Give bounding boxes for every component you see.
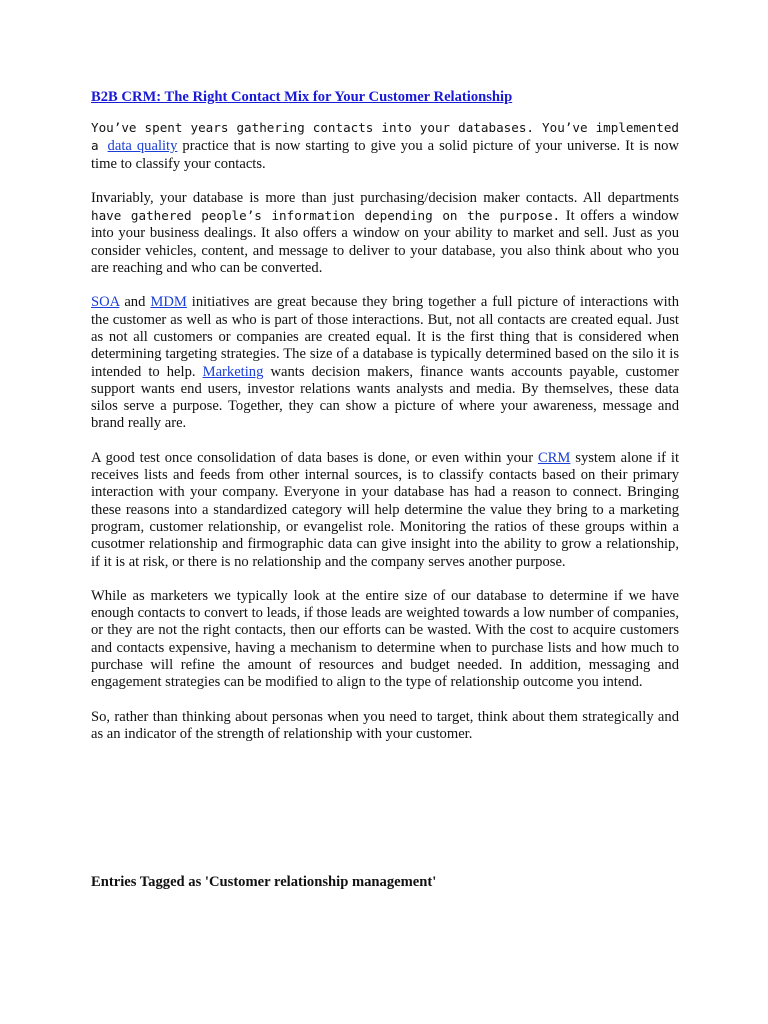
paragraph-intro (91, 119, 679, 173)
paragraph-conclusion: So, rather than thinking about personas when you need to target, think about them strategically and as an indicator of the strength of relationship with your customer. (91, 708, 679, 742)
p2-text-c: It offers a window into your business dealings. It also offers a window on your ability to market and sell. Just as you consider vehicles, content, and message to deliver to your database, you also think about who you are reaching and who can be converted. (91, 208, 679, 277)
paragraph-departments (91, 190, 679, 277)
p3-text-a: and (119, 294, 151, 311)
p2-text-b: have gathered people’s information depending on the purpose. (91, 208, 561, 224)
data-quality-link[interactable]: data quality (107, 138, 178, 155)
paragraph-soa-mdm (91, 294, 679, 432)
mdm-link[interactable]: MDM (150, 294, 187, 311)
paragraph-crm-test (91, 450, 679, 571)
p3-text-b: initiatives are great because they bring together a full picture of interactions with the customer as well as who is part of those interactions. But, not all contacts are created equal. Just as not all customers or companies are created equal. It is the first thing that is considered when determining targeting strategies. The size of a database is typically determined based on the silo it is intended to help. (91, 294, 680, 380)
p4-text-b: system alone if it receives lists and feeds from other internal sources, is to classify contacts based on their primary interaction with your company. Everyone in your database has had a reason to connect. Bringing these reasons into a standardized category will help determine the value they bring to a marketing program, customer relationship, or evangelist role. Monitoring the ratios of these groups within a cusotmer relationship and firmographic data can give insight into the ability to grow a relationship, if it is at risk, or there is no relationship and the company serves another purpose. (91, 449, 679, 570)
soa-link[interactable]: SOA (91, 294, 120, 311)
marketing-link[interactable]: Marketing (202, 363, 264, 380)
p1-text-b: practice that is now starting to give you a solid picture of your universe. It is now time to classify your contacts. (91, 138, 679, 172)
p4-text-a: A good test once consolidation of data bases is done, or even within your (91, 449, 538, 466)
paragraph-marketers: While as marketers we typically look at the entire size of our database to determine if we have enough contacts to convert to leads, if those leads are weighted towards a low number of companies, or they are not the right contacts, then our efforts can be wasted. With the cost to acquire customers and contacts expensive, having a mechanism to determine when to purchase lists and how much to purchase will refine the amount of resources and budget needed. In addition, messaging and engagement strategies can be modified to align to the type of relationship outcome you intend. (91, 587, 679, 691)
crm-link[interactable]: CRM (537, 449, 571, 466)
tagged-entries-heading: Entries Tagged as 'Customer relationship management' (91, 874, 437, 890)
article-title-link[interactable]: B2B CRM: The Right Contact Mix for Your Customer Relationship (91, 89, 513, 105)
p3-text-c: wants decision makers, finance wants accounts payable, customer support wants end users, investor relations wants analysts and media. By themselves, these data silos serve a purpose. Together, they can show a picture of where your awareness, message and brand really are. (91, 363, 679, 432)
p1-text-a: You’ve spent years gathering contacts into your databases. You’ve implemented a (91, 120, 679, 154)
p2-text-a: Invariably, your database is more than just purchasing/decision maker contacts. All departments (91, 189, 679, 206)
